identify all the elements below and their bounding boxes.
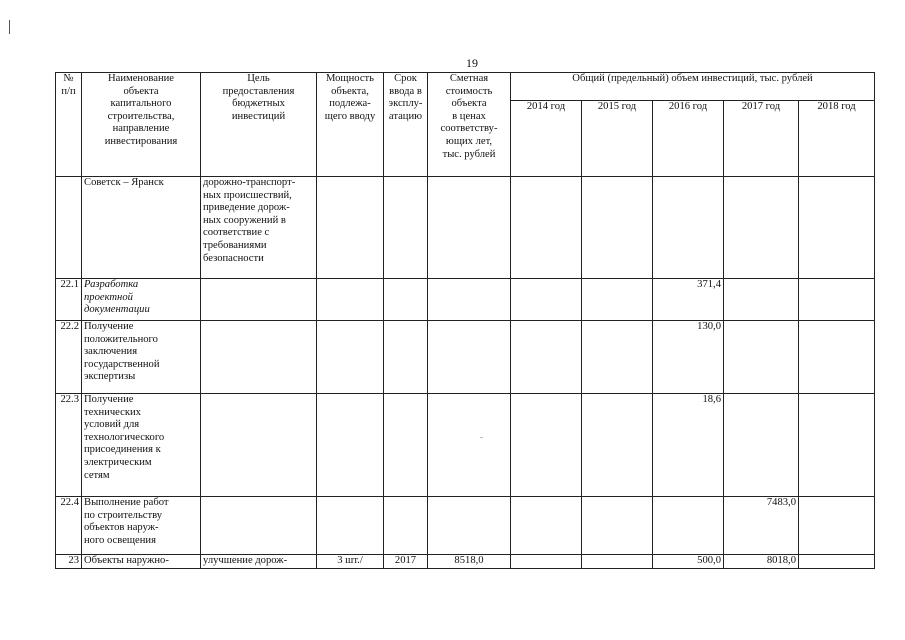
row-2014 bbox=[511, 555, 582, 569]
row-num: 22.3 bbox=[56, 394, 82, 497]
row-2018 bbox=[799, 279, 875, 321]
header-capacity: Мощность объекта, подлежа- щего вводу bbox=[317, 73, 384, 177]
row-cost bbox=[428, 321, 511, 394]
row-2015 bbox=[582, 555, 653, 569]
row-term bbox=[384, 279, 428, 321]
row-cost bbox=[428, 279, 511, 321]
investment-table bbox=[55, 72, 875, 569]
row-purpose: улучшение дорож- bbox=[201, 555, 317, 569]
row-name: Получение положительного заключения государственной экспертизы bbox=[82, 321, 201, 394]
row-2014 bbox=[511, 279, 582, 321]
row-name: Советск – Яранск bbox=[82, 177, 201, 279]
row-capacity bbox=[317, 177, 384, 279]
row-2016: 371,4 bbox=[653, 279, 724, 321]
row-cost bbox=[428, 497, 511, 555]
row-purpose: дорожно-транспорт- ных происшествий, приведение дорож- ных сооружений в соответствие с требованиями безопасности bbox=[201, 177, 317, 279]
row-capacity bbox=[317, 279, 384, 321]
page-number: 19 bbox=[466, 56, 478, 70]
row-term bbox=[384, 321, 428, 394]
row-cost: 8518,0 bbox=[428, 555, 511, 569]
row-term bbox=[384, 497, 428, 555]
row-2014 bbox=[511, 394, 582, 497]
row-name: Выполнение работ по строительству объектов наруж- ного освещения bbox=[82, 497, 201, 555]
table-row bbox=[56, 555, 875, 569]
row-2017 bbox=[724, 321, 799, 394]
row-purpose bbox=[201, 394, 317, 497]
row-2016: 18,6 bbox=[653, 394, 724, 497]
table-row bbox=[56, 497, 875, 555]
header-total-volume: Общий (предельный) объем инвестиций, тыс. рублей bbox=[511, 73, 875, 101]
row-name: Получение технических условий для технологического присоединения к электрическим сетям bbox=[82, 394, 201, 497]
header-object-name: Наименование объекта капитального строительства, направление инвестирования bbox=[82, 73, 201, 177]
row-purpose bbox=[201, 279, 317, 321]
row-2018 bbox=[799, 321, 875, 394]
row-cost bbox=[428, 394, 511, 497]
row-2015 bbox=[582, 497, 653, 555]
row-2018 bbox=[799, 555, 875, 569]
row-capacity bbox=[317, 321, 384, 394]
header-term: Срок ввода в эксплу- атацию bbox=[384, 73, 428, 177]
row-2014 bbox=[511, 321, 582, 394]
row-capacity: 3 шт./ bbox=[317, 555, 384, 569]
table-row bbox=[56, 177, 875, 279]
row-2017: 8018,0 bbox=[724, 555, 799, 569]
header-year-2017: 2017 год bbox=[724, 101, 799, 177]
margin-mark bbox=[9, 20, 10, 34]
header-year-2018: 2018 год bbox=[799, 101, 875, 177]
row-purpose bbox=[201, 321, 317, 394]
header-purpose: Цель предоставления бюджетных инвестиций bbox=[201, 73, 317, 177]
row-term bbox=[384, 394, 428, 497]
row-capacity bbox=[317, 497, 384, 555]
row-2014 bbox=[511, 497, 582, 555]
row-num: 22.1 bbox=[56, 279, 82, 321]
row-2014 bbox=[511, 177, 582, 279]
row-purpose bbox=[201, 497, 317, 555]
row-2015 bbox=[582, 321, 653, 394]
row-2016: 130,0 bbox=[653, 321, 724, 394]
row-2016: 500,0 bbox=[653, 555, 724, 569]
row-2017 bbox=[724, 394, 799, 497]
row-name: Объекты наружно- bbox=[82, 555, 201, 569]
scan-speck bbox=[480, 437, 483, 438]
row-2018 bbox=[799, 497, 875, 555]
row-num: 23 bbox=[56, 555, 82, 569]
row-num bbox=[56, 177, 82, 279]
row-2016 bbox=[653, 497, 724, 555]
row-2018 bbox=[799, 394, 875, 497]
header-num: № п/п bbox=[56, 73, 82, 177]
row-2016 bbox=[653, 177, 724, 279]
header-year-2014: 2014 год bbox=[511, 101, 582, 177]
table-row bbox=[56, 321, 875, 394]
row-2017 bbox=[724, 177, 799, 279]
row-term bbox=[384, 177, 428, 279]
header-year-2015: 2015 год bbox=[582, 101, 653, 177]
row-2015 bbox=[582, 177, 653, 279]
table-row bbox=[56, 279, 875, 321]
row-num: 22.2 bbox=[56, 321, 82, 394]
row-name: Разработка проектной документации bbox=[84, 279, 150, 316]
row-2018 bbox=[799, 177, 875, 279]
header-estimated-cost: Сметная стоимость объекта в ценах соответству- ющих лет, тыс. рублей bbox=[428, 73, 511, 177]
row-2015 bbox=[582, 394, 653, 497]
table-row bbox=[56, 394, 875, 497]
row-2015 bbox=[582, 279, 653, 321]
row-2017: 7483,0 bbox=[724, 497, 799, 555]
row-num: 22.4 bbox=[56, 497, 82, 555]
row-capacity bbox=[317, 394, 384, 497]
row-term: 2017 bbox=[384, 555, 428, 569]
row-2017 bbox=[724, 279, 799, 321]
header-year-2016: 2016 год bbox=[653, 101, 724, 177]
row-cost bbox=[428, 177, 511, 279]
